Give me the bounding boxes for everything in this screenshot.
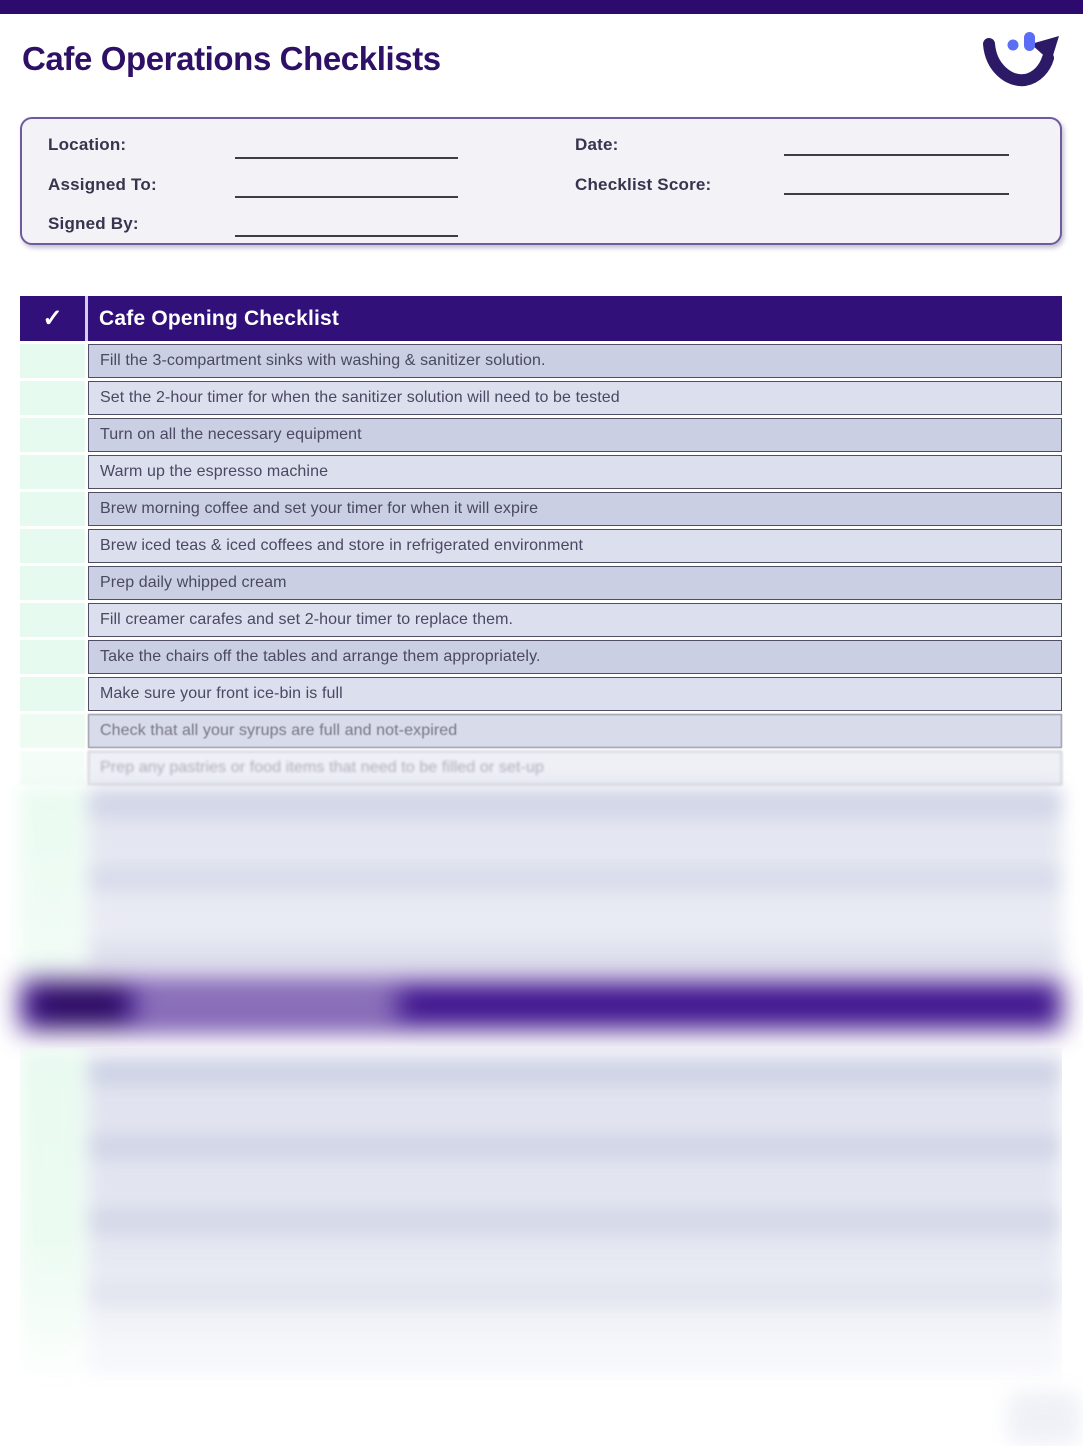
checkbox-cell[interactable] [20,418,85,452]
checklist-score-input-line[interactable] [784,193,1009,195]
checkbox-cell[interactable] [20,381,85,415]
checkbox-cell[interactable] [20,677,85,711]
task-label: Warm up the espresso machine [88,455,1062,489]
task-label: Brew morning coffee and set your timer for when it will expire [88,492,1062,526]
table-row [20,751,1062,785]
checkbox-cell[interactable] [20,344,85,378]
checkbox-cell[interactable] [20,640,85,674]
task-label: Fill creamer carafes and set 2-hour timer to replace them. [88,603,1062,637]
opening-checklist-title: Cafe Opening Checklist [88,296,1062,341]
task-label: Turn on all the necessary equipment [88,418,1062,452]
blurred-second-checklist-header [20,980,1062,1030]
task-label: Fill the 3-compartment sinks with washing & sanitizer solution. [88,344,1062,378]
table-row [20,714,1062,748]
task-label: Set the 2-hour timer for when the sanitizer solution will need to be tested [88,381,1062,415]
table-row [20,344,1062,378]
location-label: Location: [48,135,127,154]
page-title: Cafe Operations Checklists [22,40,441,77]
table-row [20,603,1062,637]
table-row [20,492,1062,526]
signed-by-input-line[interactable] [235,235,458,237]
opening-checklist-header-row [20,296,1062,341]
checkbox-cell[interactable] [20,455,85,489]
top-accent-bar [0,0,1083,14]
task-label: Take the chairs off the tables and arrange them appropriately. [88,640,1062,674]
task-label: Prep daily whipped cream [88,566,1062,600]
task-label: Make sure your front ice-bin is full [88,677,1062,711]
checkbox-cell[interactable] [20,603,85,637]
table-row [20,677,1062,711]
checkbox-cell[interactable] [20,492,85,526]
blurred-rows-upper [20,788,1062,980]
brand-logo-smile-arrow-icon [979,28,1063,94]
table-row [20,640,1062,674]
date-label: Date: [575,135,619,154]
table-row [20,455,1062,489]
blur-artifact [1008,1392,1080,1444]
assigned-to-input-line[interactable] [235,196,458,198]
table-row [20,381,1062,415]
checkbox-cell[interactable] [20,714,85,748]
checkbox-cell[interactable] [20,529,85,563]
location-input-line[interactable] [235,157,458,159]
assigned-to-label: Assigned To: [48,175,157,194]
table-row [20,529,1062,563]
checkbox-cell[interactable] [20,566,85,600]
signed-by-label: Signed By: [48,214,139,233]
task-label: Prep any pastries or food items that need to be filled or set-up [88,751,1062,785]
table-row [20,566,1062,600]
checkbox-cell[interactable] [20,751,85,785]
table-row [20,418,1062,452]
meta-form [20,117,1062,245]
checklist-score-label: Checklist Score: [575,175,712,194]
task-label: Brew iced teas & iced coffees and store in refrigerated environment [88,529,1062,563]
date-input-line[interactable] [784,154,1009,156]
opening-checklist-table [20,344,1062,788]
blurred-rows-lower [20,1048,1062,1400]
task-label: Check that all your syrups are full and not-expired [88,714,1062,748]
checkmark-icon: ✓ [20,296,85,341]
